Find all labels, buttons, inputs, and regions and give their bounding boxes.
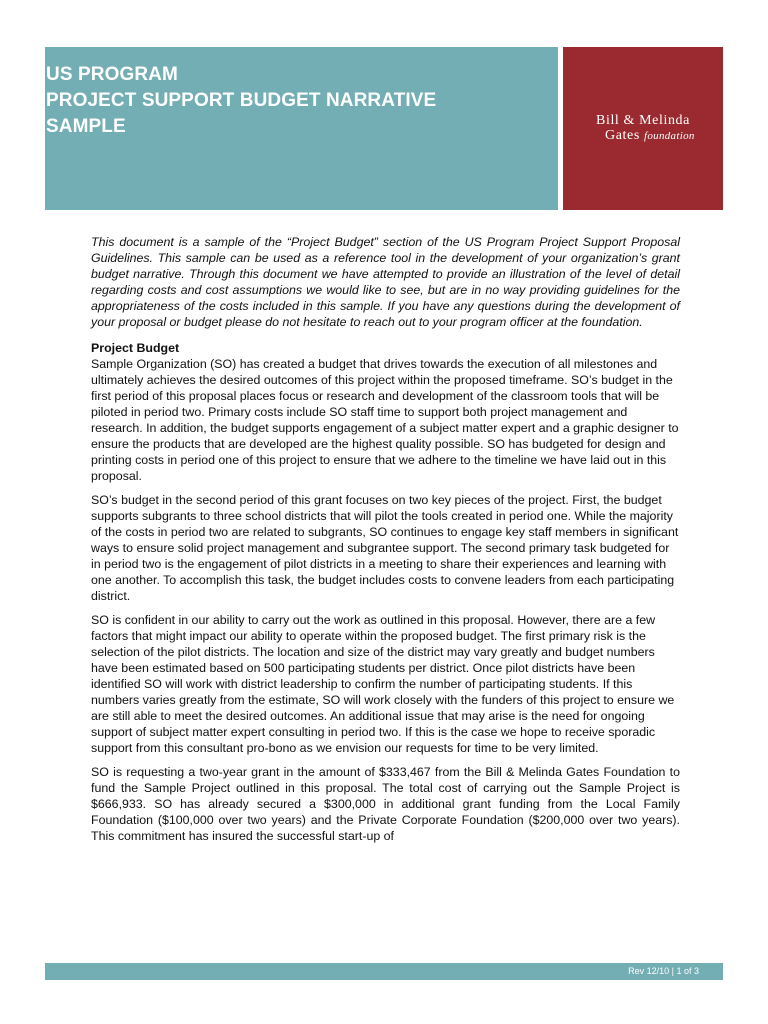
document-title bbox=[46, 62, 436, 140]
section-heading: Project Budget bbox=[91, 341, 180, 355]
foundation-logo bbox=[563, 47, 723, 210]
intro-paragraph: This document is a sample of the “Project Budget” section of the US Program Project Support Proposal Guidelines. This sample can be used as a reference tool in the development of your organization’s grant budget narrative. Through this document we have attempted to provide an illustration of the level of detail regarding costs and cost assumptions we would like to see, but are in no way providing guidelines for the appropriateness of the costs included in this sample. If you have any questions during the development of your proposal or budget please do not hesitate to reach out to your program officer at the foundation. bbox=[91, 235, 680, 329]
logo-gates: Gates bbox=[605, 128, 640, 143]
footer-band bbox=[45, 963, 723, 980]
body-paragraph-4: SO is requesting a two-year grant in the amount of $333,467 from the Bill & Melinda Gates Foundation to fund the Sample Project outlined in this proposal. The total cost of carrying out the Sample Project is $666,933. SO has already secured a $300,000 in additional grant funding from the Local Family Foundation ($100,000 over two years) and the Private Corporate Foundation ($200,000 over two years). This commitment has insured the successful start-up of bbox=[91, 765, 680, 843]
logo-line-1: Bill & Melinda bbox=[596, 113, 690, 128]
title-line-1: US PROGRAM bbox=[46, 64, 178, 85]
logo-line-2 bbox=[577, 128, 723, 144]
body-paragraph-2: SO’s budget in the second period of this grant focuses on two key pieces of the project. First, the budget supports subgrants to three school districts that will pilot the tools created in period one. While the majority of the costs in period two are related to subgrants, SO continues to engage key staff members in significant ways to ensure solid project management and subgrantee support. The second primary task budgeted for in period two is the engagement of pilot districts in a meeting to share their experiences and learning with one another. To accomplish this task, the budget includes costs to convene leaders from each participating district. bbox=[91, 493, 679, 603]
title-line-2: PROJECT SUPPORT BUDGET NARRATIVE bbox=[46, 90, 437, 111]
logo-foundation: foundation bbox=[644, 130, 695, 142]
title-line-3: SAMPLE bbox=[46, 116, 126, 137]
logo-wordmark bbox=[563, 113, 723, 144]
document-body bbox=[91, 234, 680, 852]
body-paragraph-3: SO is confident in our ability to carry out the work as outlined in this proposal. However, there are a few factors that might impact our ability to operate within the proposed budget. The first primary risk is the selection of the pilot districts. The location and size of the district may vary greatly and budget numbers have been estimated based on 500 participating students per district. Once pilot districts have been identified SO will work with district leadership to confirm the number of participating students. If this numbers varies greatly from the estimate, SO will work closely with the funders of this project to ensure we are still able to meet the desired outcomes. An additional issue that may arise is the need for ongoing support of subject matter expert consulting in period two. If this is the case we hope to receive sporadic support from this consultant pro-bono as we envision our requests for time to be very limited. bbox=[91, 613, 675, 755]
body-paragraph-1: Sample Organization (SO) has created a budget that drives towards the execution of all milestones and ultimately achieves the desired outcomes of this project within the proposed timeframe. SO’s budget in the first period of this proposal places focus or research and development of the classroom tools that will be piloted in period two. Primary costs include SO staff time to support both project management and research. In addition, the budget supports engagement of a subject matter expert and a graphic designer to ensure the products that are developed are the highest quality possible. SO has budgeted for design and printing costs in period one of this project to ensure that we adhere to the timeline we have laid out in this proposal. bbox=[91, 357, 679, 483]
page-footer-text: Rev 12/10 | 1 of 3 bbox=[628, 966, 699, 976]
